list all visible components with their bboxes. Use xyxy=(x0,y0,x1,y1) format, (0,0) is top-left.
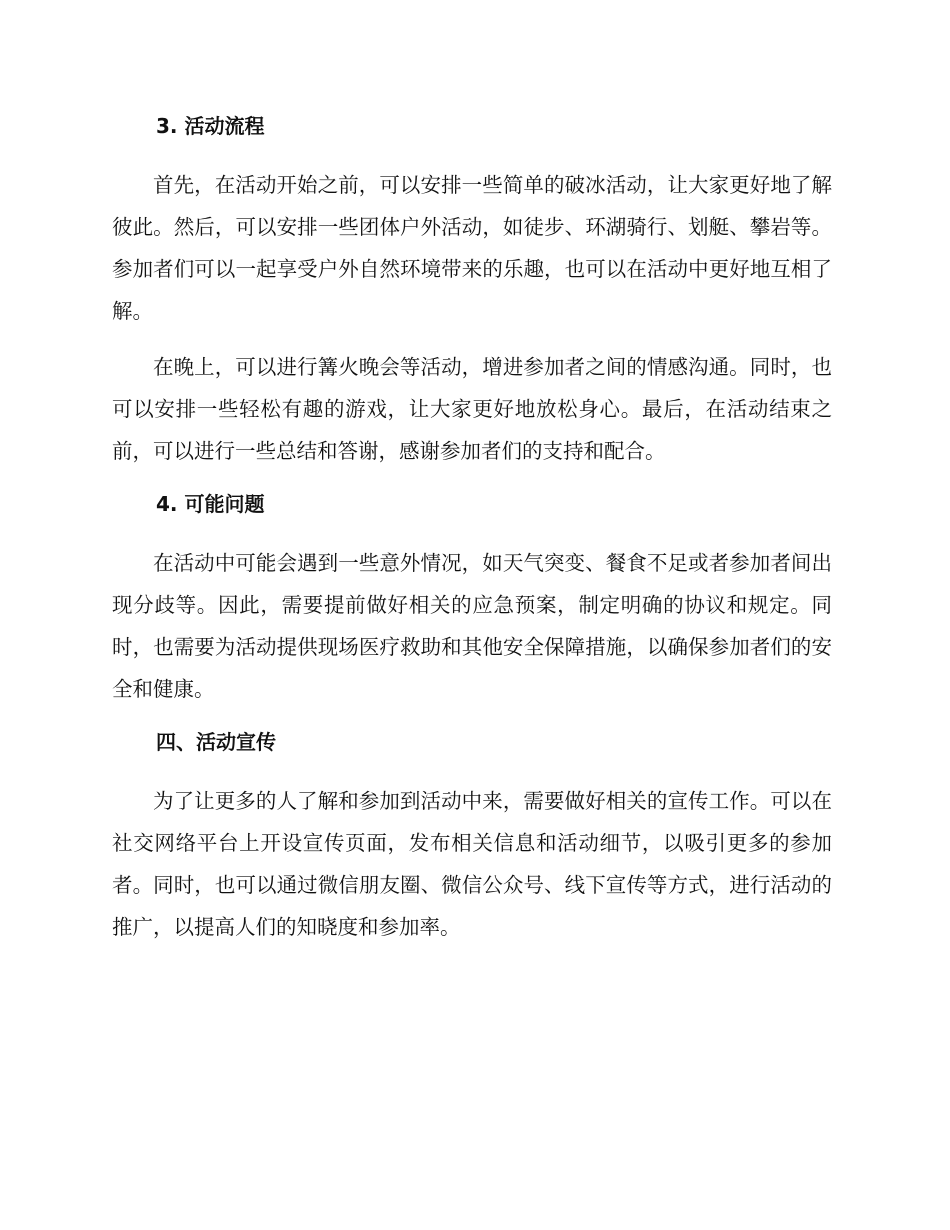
paragraph-activity-flow-2: 在晚上，可以进行篝火晚会等活动，增进参加者之间的情感沟通。同时，也可以安排一些轻松有趣的游戏，让大家更好地放松身心。最后，在活动结束之前，可以进行一些总结和答谢，感谢参加者们的支持和配合。 xyxy=(112,355,832,463)
section-heading-promotion: 四、活动宣传 xyxy=(156,730,276,754)
document-page xyxy=(112,110,832,962)
paragraph-activity-flow-1: 首先，在活动开始之前，可以安排一些简单的破冰活动，让大家更好地了解彼此。然后，可以安排一些团体户外活动，如徒步、环湖骑行、划艇、攀岩等。参加者们可以一起享受户外自然环境带来的乐趣，也可以在活动中更好地互相了解。 xyxy=(112,173,832,323)
section-heading-activity-flow: 3. 活动流程 xyxy=(156,114,265,138)
section-heading-possible-issues: 4. 可能问题 xyxy=(156,492,265,516)
paragraph-promotion-1: 为了让更多的人了解和参加到活动中来，需要做好相关的宣传工作。可以在社交网络平台上开设宣传页面，发布相关信息和活动细节，以吸引更多的参加者。同时，也可以通过微信朋友圈、微信公众号、线下宣传等方式，进行活动的推广，以提高人们的知晓度和参加率。 xyxy=(112,789,832,939)
paragraph-possible-issues-1: 在活动中可能会遇到一些意外情况，如天气突变、餐食不足或者参加者间出现分歧等。因此，需要提前做好相关的应急预案，制定明确的协议和规定。同时，也需要为活动提供现场医疗救助和其他安全保障措施，以确保参加者们的安全和健康。 xyxy=(112,551,832,701)
